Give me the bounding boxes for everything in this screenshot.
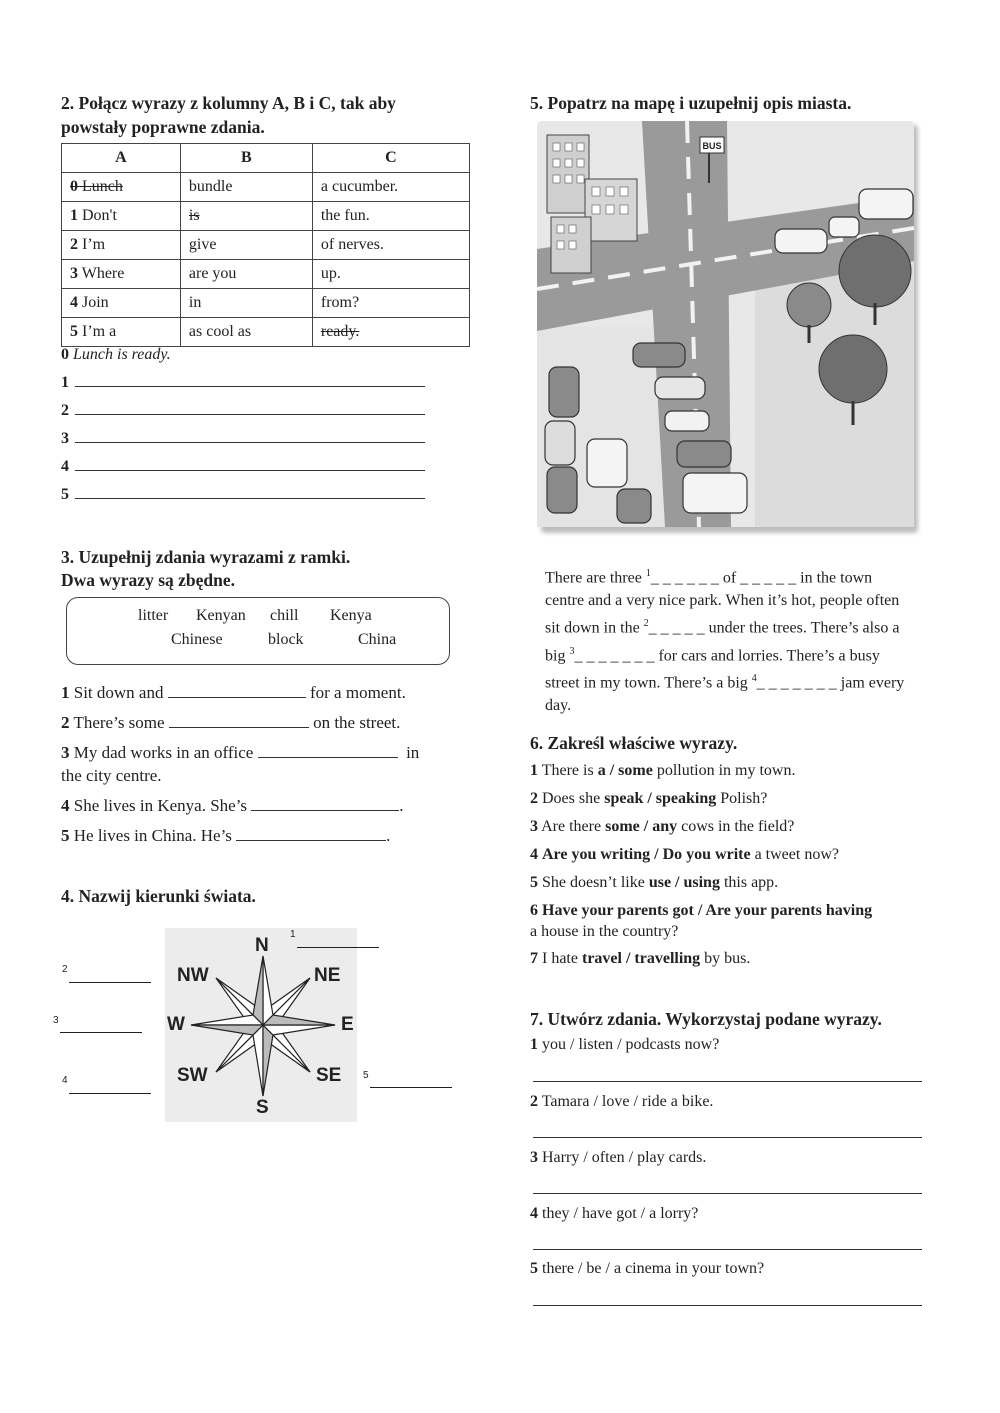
col-header-c: C	[312, 144, 469, 173]
compass-e: E	[341, 1014, 354, 1035]
table-row	[62, 231, 470, 260]
table-row	[62, 318, 470, 347]
cell-a-text: I’m	[82, 236, 106, 253]
cell-a	[62, 231, 181, 260]
word-box-item: Kenya	[330, 607, 372, 624]
ex2-title-line1: 2. Połącz wyrazy z kolumny A, B i C, tak aby	[61, 93, 396, 113]
word-box-item: litter	[138, 607, 169, 624]
ex3-sentence: 4 She lives in Kenya. She’s .	[61, 796, 404, 815]
answer-line[interactable]	[75, 470, 425, 471]
cell-a	[62, 318, 181, 347]
cell-c: up.	[312, 260, 469, 289]
cell-a-text: Lunch	[82, 178, 123, 195]
word-box-item: Chinese	[171, 631, 223, 648]
cell-a	[62, 202, 181, 231]
cell-a	[62, 260, 181, 289]
col-header-a: A	[62, 144, 181, 173]
word-box-item: Kenyan	[196, 607, 246, 624]
ex7-answer-line[interactable]	[533, 1249, 922, 1250]
answer-row-4: 4	[61, 458, 425, 476]
ex7-answer-line[interactable]	[533, 1193, 922, 1194]
choice-option[interactable]: Are you writing / Do you write	[542, 846, 751, 863]
cell-b: is	[180, 202, 312, 231]
compass-rose-icon	[165, 928, 357, 1122]
table-row	[62, 173, 470, 202]
word-box-item: China	[358, 631, 397, 648]
ex7-answer-line[interactable]	[533, 1081, 922, 1082]
answer-row-2: 2	[61, 402, 425, 420]
ex6-item: 7 I hate travel / travelling by bus.	[530, 950, 751, 967]
table-header-row	[62, 144, 470, 173]
answer-line[interactable]	[75, 442, 425, 443]
fill-blank[interactable]	[236, 840, 386, 841]
town-map-illustration	[537, 121, 922, 537]
direction-blank[interactable]	[69, 982, 151, 983]
fill-blank[interactable]	[168, 697, 306, 698]
table-row	[62, 289, 470, 318]
direction-blank[interactable]	[60, 1032, 142, 1033]
row-num: 5	[70, 323, 78, 340]
row-num: 0	[70, 178, 78, 195]
table-row	[62, 202, 470, 231]
cell-b: are you	[180, 260, 312, 289]
ex3-title-line2: Dwa wyrazy są zbędne.	[61, 570, 236, 590]
answer-row-3: 3	[61, 430, 425, 448]
cell-a-text: Join	[82, 294, 109, 311]
ex2-title-line2: powstały poprawne zdania.	[61, 117, 265, 137]
row-num: 2	[70, 236, 78, 253]
gap-2[interactable]: _ _ _ _ _	[648, 619, 705, 637]
ex7-prompt: 2 Tamara / love / ride a bike.	[530, 1093, 714, 1110]
cell-b: bundle	[180, 173, 312, 202]
cell-b: give	[180, 231, 312, 260]
gap-1[interactable]: _ _ _ _ _ _	[650, 569, 719, 587]
cell-c: ready.	[312, 318, 469, 347]
matching-table	[61, 143, 470, 347]
answer-row-5: 5	[61, 486, 425, 504]
compass-s: S	[256, 1097, 269, 1118]
row-num: 1	[70, 207, 78, 224]
compass-nw: NW	[177, 965, 209, 986]
fill-blank[interactable]	[251, 810, 399, 811]
answer-row-1: 1	[61, 374, 425, 392]
direction-blank[interactable]	[69, 1093, 151, 1094]
compass-n: N	[255, 935, 269, 956]
cell-a-text: I’m a	[82, 323, 117, 340]
fill-blank[interactable]	[169, 727, 309, 728]
ex3-sentence: 5 He lives in China. He’s .	[61, 826, 391, 845]
blank-num: 3	[53, 1015, 59, 1026]
row-num: 3	[70, 265, 78, 282]
ex7-title: 7. Utwórz zdania. Wykorzystaj podane wyrazy.	[530, 1009, 882, 1029]
ex3-sentence: 3 My dad works in an office in the city centre.	[61, 743, 420, 785]
example-text: Lunch is ready.	[73, 346, 171, 363]
fill-blank[interactable]	[258, 757, 398, 758]
blank-num: 1	[290, 929, 296, 940]
direction-blank[interactable]	[370, 1087, 452, 1088]
cell-b: as cool as	[180, 318, 312, 347]
blank-num: 4	[62, 1075, 68, 1086]
cell-c: a cucumber.	[312, 173, 469, 202]
ex6-title: 6. Zakreśl właściwe wyrazy.	[530, 733, 738, 753]
ex6-item: 3 Are there some / any cows in the field?	[530, 818, 795, 835]
ex7-answer-line[interactable]	[533, 1305, 922, 1306]
cell-a	[62, 289, 181, 318]
cell-c: from?	[312, 289, 469, 318]
ex3-sentence: 1 Sit down and for a moment.	[61, 683, 406, 702]
cell-a	[62, 173, 181, 202]
compass-sw: SW	[177, 1065, 208, 1086]
choice-option[interactable]: a / some	[597, 762, 653, 779]
ex7-prompt: 1 you / listen / podcasts now?	[530, 1036, 720, 1053]
ex5-title: 5. Popatrz na mapę i uzupełnij opis miasta.	[530, 93, 852, 113]
cell-a-text: Where	[81, 265, 125, 282]
compass-ne: NE	[314, 965, 341, 986]
ex7-prompt: 5 there / be / a cinema in your town?	[530, 1260, 765, 1277]
col-header-b: B	[180, 144, 312, 173]
ex6-item: 2 Does she speak / speaking Polish?	[530, 790, 768, 807]
cell-c: the fun.	[312, 202, 469, 231]
ex7-prompt: 3 Harry / often / play cards.	[530, 1149, 707, 1166]
ex6-item: 4 Are you writing / Do you write a tweet now?	[530, 846, 839, 863]
ex3-title-line1: 3. Uzupełnij zdania wyrazami z ramki.	[61, 547, 351, 567]
direction-blank[interactable]	[297, 947, 379, 948]
cell-a-text: Don't	[82, 207, 117, 224]
bus-sign-text: BUS	[702, 141, 722, 151]
blank-num: 5	[363, 1070, 369, 1081]
gap-4[interactable]: _ _ _ _ _ _ _	[756, 674, 837, 692]
table-row	[62, 260, 470, 289]
answer-line[interactable]	[75, 414, 425, 415]
cell-c: of nerves.	[312, 231, 469, 260]
compass-w: W	[167, 1014, 185, 1035]
example-answer	[61, 346, 171, 364]
ex7-prompt: 4 they / have got / a lorry?	[530, 1205, 699, 1222]
gap-3[interactable]: _ _ _ _ _ _ _	[574, 646, 655, 664]
gap-1b[interactable]: _ _ _ _ _	[740, 569, 797, 587]
choice-option[interactable]: travel / travelling	[581, 950, 701, 967]
choice-option[interactable]: Have your parents got / Are your parents having	[542, 902, 873, 919]
ex7-answer-line[interactable]	[533, 1137, 922, 1138]
compass-se: SE	[316, 1065, 342, 1086]
blank-num: 2	[62, 964, 68, 975]
ex3-sentence: 2 There’s some on the street.	[61, 713, 401, 732]
example-num: 0	[61, 346, 69, 363]
cell-b: in	[180, 289, 312, 318]
choice-option[interactable]: speak / speaking	[604, 790, 717, 807]
choice-option[interactable]: some / any	[605, 818, 678, 835]
town-description: There are three $^1$_ _ _ _ _ _ of _ _ _ _ _ in the town centre and a very nice park. When it’s hot, people often sit down in the $^2$_ _ _ _ _ under the trees. There’s also a big $^3$_ _ _ _ _ _ _ for cars and lorries. There’s a busy street in my town. There’s a big $^4$_ _ _ _ _ _ _ jam every day.	[545, 568, 905, 715]
answer-line[interactable]	[75, 498, 425, 499]
answer-line[interactable]	[75, 386, 425, 387]
ex4-title: 4. Nazwij kierunki świata.	[61, 886, 256, 906]
ex6-item: 1 There is a / some pollution in my town.	[530, 762, 796, 779]
ex6-item: 5 She doesn’t like use / using this app.	[530, 874, 779, 891]
ex6-item: 6 Have your parents got / Are your parents having a house in the country?	[530, 902, 873, 940]
choice-option[interactable]: use / using	[648, 874, 720, 891]
word-box-item: chill	[270, 607, 299, 624]
word-box-item: block	[268, 631, 304, 648]
row-num: 4	[70, 294, 78, 311]
